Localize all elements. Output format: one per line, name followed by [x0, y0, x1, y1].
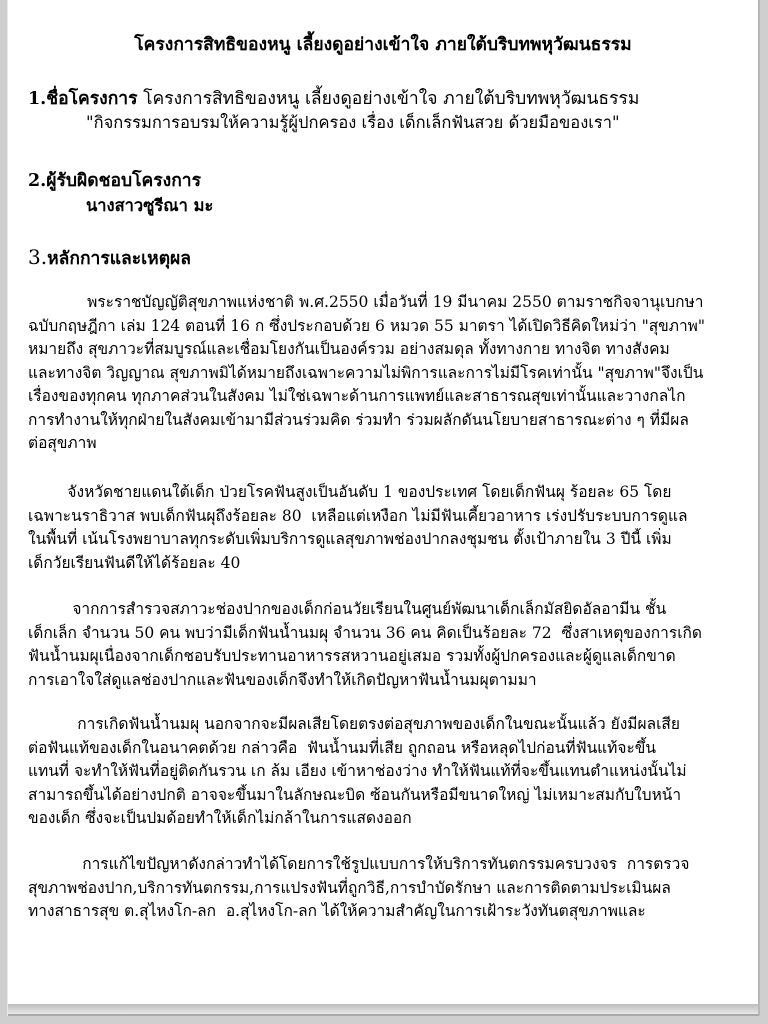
section-3-number: 3.: [28, 245, 48, 269]
paragraph-line: สุขภาพช่องปาก,บริการทันตกรรม,การแปรงฟันที่ถูกวิธี,การบำบัดรักษา และการติดตามประเมินผล: [28, 878, 671, 897]
paragraph-line: จากการสำรวจสภาวะช่องปากของเด็กก่อนวัยเรียนในศูนย์พัฒนาเด็กเล็กมัสยิดอัลอามีน ชั้น: [28, 600, 667, 618]
paragraph-line: ฉบับกฤษฎีกา เล่ม 124 ตอนที่ 16 ก ซึ่งประกอบด้วย 6 หมวด 55 มาตรา ได้เปิดวิธีคิดใหม่ว่า "สุขภาพ": [28, 316, 706, 335]
paragraph-line: พระราชบัญญัติสุขภาพแห่งชาติ พ.ศ.2550 เมื่อวันที่ 19 มีนาคม 2550 ตามราชกิจจานุเบกษา: [28, 293, 704, 311]
paragraph-line: ต่อสุขภาพ: [28, 434, 97, 452]
paragraph-5: [28, 853, 742, 924]
paragraph-2: [28, 481, 742, 575]
paragraph-line: ในพื้นที่ เน้นโรงพยาบาลทุกระดับเพิ่มบริการดูแลสุขภาพช่องปากลงชุมชน ตั้งเป้าภายใน 3 ปีนี้ เพิ่ม: [28, 530, 672, 548]
paragraph-line: สามารถขึ้นได้อย่างปกติ อาจจะขึ้นมาในลักษณะบิด ซ้อนกันหรือมีขนาดใหญ่ ไม่เหมาะสมกับใบหน้า: [28, 785, 682, 804]
paragraph-line: การแก้ไขปัญหาดังกล่าวทำได้โดยการใช้รูปแบบการให้บริการทันตกรรมครบวงจร การตรวจ: [28, 855, 690, 873]
paragraph-line: การทำงานให้ทุกฝ่ายในสังคมเข้ามามีส่วนร่วมคิด ร่วมทำ ร่วมผลักดันนโยบายสาธารณะต่าง ๆ ที่มีผล: [28, 410, 689, 429]
section-3-heading: หลักการและเหตุผล: [47, 249, 192, 269]
responsible-person: นางสาวซูรีณา มะ: [86, 196, 214, 215]
activity-name: "กิจกรรมการอบรมให้ความรู้ผู้ปกครอง เรื่อง เด็กเล็กฟันสวย ด้วยมือของเรา": [86, 113, 620, 132]
paragraph-4: [28, 713, 742, 831]
section-1-heading-row: [28, 84, 639, 112]
paragraph-line: ของเด็ก ซึ่งจะเป็นปมด้อยทำให้เด็กไม่กล้าในการแสดงออก: [28, 809, 412, 827]
paragraph-line: หมายถึง สุขภาวะที่สมบูรณ์และเชื่อมโยงกันเป็นองค์รวม อย่างสมดุล ทั้งทางกาย ทางจิต ทางสังคม: [28, 340, 670, 358]
paragraph-line: แทนที่ จะทำให้ฟันที่อยู่ติดกันรวน เก ล้ม เอียง เข้าหาช่องว่าง ทำให้ฟันแท้ที่จะขึ้นแทนตำแหน่งนั้นไม่: [28, 762, 687, 780]
paragraph-line: เรื่องของทุกคน ทุกภาคส่วนในสังคม ไม่ใช่เฉพาะด้านการแพทย์และสาธารณสุขเท่านั้นและวางกลไก: [28, 387, 686, 405]
section-2-heading: 2.ผู้รับผิดชอบโครงการ: [28, 171, 202, 191]
paragraph-3: [28, 598, 742, 692]
document-title: โครงการสิทธิของหนู เลี้ยงดูอย่างเข้าใจ ภายใต้บริบทพหุวัฒนธรรม: [134, 35, 632, 55]
paragraph-line: ฟันน้ำนมผุเนื่องจากเด็กชอบรับประทานอาหารรสหวานอยู่เสมอ รวมทั้งผู้ปกครองและผู้ดูแลเด็กขาด: [28, 647, 676, 665]
paragraph-line: ทางสาธารสุข ต.สุไหงโก-ลก อ.สุไหงโก-ลก ได้ให้ความสำคัญในการเฝ้าระวังทันตสุขภาพและ: [28, 902, 646, 920]
document-page: [8, 0, 758, 1016]
paragraph-line: การเกิดฟันน้ำนมผุ นอกจากจะมีผลเสียโดยตรงต่อสุขภาพของเด็กในขณะนั้นแล้ว ยังมีผลเสีย: [28, 715, 680, 733]
paragraph-line: เด็กวัยเรียนฟันดีให้ได้ร้อยละ 40: [28, 553, 241, 572]
section-3-heading-row: [28, 244, 191, 272]
section-1-heading: 1.ชื่อโครงการ: [28, 89, 138, 109]
project-name: โครงการสิทธิของหนู เลี้ยงดูอย่างเข้าใจ ภายใต้บริบทพหุวัฒนธรรม: [137, 89, 640, 109]
paragraph-line: เด็กเล็ก จำนวน 50 คน พบว่ามีเด็กฟันน้ำนมผุ จำนวน 36 คน คิดเป็นร้อยละ 72 ซึ่งสาเหตุของการเกิด: [28, 623, 702, 642]
paragraph-line: การเอาใจใส่ดูแลช่องปากและฟันของเด็กจึงทำให้เกิดปัญหาฟันน้ำนมผุตามมา: [28, 670, 537, 689]
paragraph-1: [28, 291, 742, 456]
page-bottom-edge: [8, 1004, 758, 1014]
paragraph-line: ต่อฟันแท้ของเด็กในอนาคตด้วย กล่าวคือ ฟันน้ำนมที่เสีย ถูกถอน หรือหลุดไปก่อนที่ฟันแท้จะขึ้น: [28, 738, 656, 757]
paragraph-line: และทางจิต วิญญาณ สุขภาพมิได้หมายถึงเฉพาะความไม่พิการและการไม่มีโรคเท่านั้น "สุขภาพ"จึงเป็น: [28, 363, 704, 382]
paragraph-line: เฉพาะนราธิวาส พบเด็กฟันผุถึงร้อยละ 80 เหลือแต่เหงือก ไม่มีฟันเคี้ยวอาหาร เร่งปรับระบบการดูแล: [28, 506, 688, 525]
paragraph-line: จังหวัดชายแดนใต้เด็ก ป่วยโรคฟันสูงเป็นอันดับ 1 ของประเทศ โดยเด็กฟันผุ ร้อยละ 65 โดย: [28, 483, 672, 501]
